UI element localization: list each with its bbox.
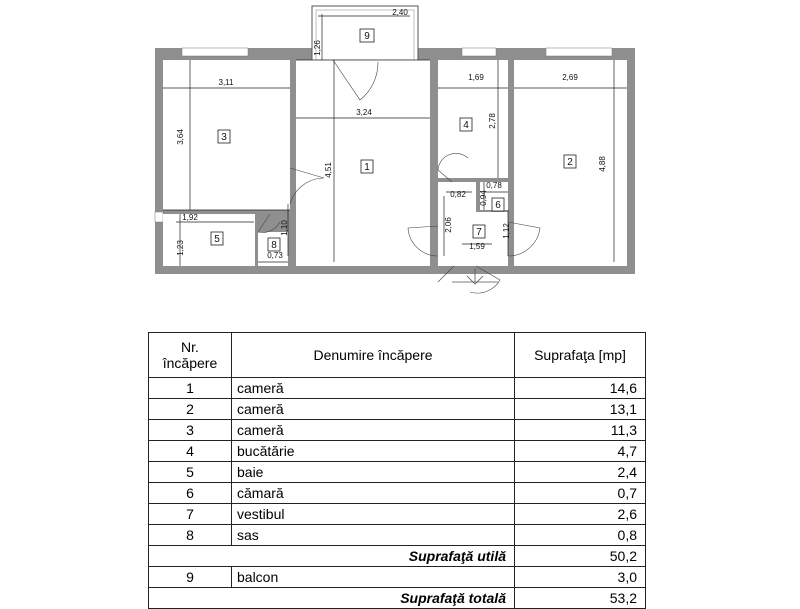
- room-label-2: 2: [567, 157, 573, 168]
- row-area: 2,4: [515, 462, 646, 483]
- row-nr: 7: [149, 504, 232, 525]
- row-nr: 8: [149, 525, 232, 546]
- dim-text: 0,82: [450, 190, 466, 199]
- dim-text: 0,94: [479, 190, 488, 206]
- table-row: [149, 525, 646, 546]
- dim-text: 0,73: [267, 251, 283, 260]
- room-label-9: 9: [364, 31, 370, 42]
- room-interiors: [163, 60, 627, 266]
- row-nr: 1: [149, 378, 232, 399]
- header-nr-line1: Nr.: [181, 339, 199, 355]
- total-area-label: Suprafaţă totală: [149, 588, 515, 609]
- dim-text: 2,06: [444, 217, 453, 233]
- room-label-8: 8: [271, 240, 277, 251]
- room-label-7: 7: [476, 227, 482, 238]
- total-area-value: 53,2: [515, 588, 646, 609]
- useful-area-row: [149, 546, 646, 567]
- dim-text: 3,64: [176, 129, 185, 145]
- room-label-3: 3: [221, 132, 227, 143]
- dim-text: 1,26: [313, 40, 322, 56]
- table-row: [149, 483, 646, 504]
- row-name: sas: [232, 525, 515, 546]
- table-row: [149, 441, 646, 462]
- header-nr-line2: încăpere: [162, 355, 218, 371]
- dim-text: 4,51: [324, 162, 333, 178]
- row-name: balcon: [232, 567, 515, 588]
- useful-area-value: 50,2: [515, 546, 646, 567]
- dim-text: 3,24: [356, 108, 372, 117]
- row-area: 14,6: [515, 378, 646, 399]
- total-area-row: [149, 588, 646, 609]
- table-header-row: [149, 333, 646, 378]
- header-name: Denumire încăpere: [232, 333, 515, 378]
- header-nr: [149, 333, 232, 378]
- dim-text: 3,11: [218, 78, 234, 87]
- row-nr: 6: [149, 483, 232, 504]
- dim-text: 2,78: [488, 113, 497, 129]
- dim-text: 0,78: [486, 181, 502, 190]
- row-name: cameră: [232, 420, 515, 441]
- dim-text: 4,88: [598, 156, 607, 172]
- dim-text: 1,69: [468, 73, 484, 82]
- room-label-6: 6: [495, 200, 501, 211]
- row-area: 4,7: [515, 441, 646, 462]
- row-name: baie: [232, 462, 515, 483]
- table-row: [149, 567, 646, 588]
- table-row: [149, 399, 646, 420]
- dim-text: 1,92: [182, 213, 198, 222]
- dim-text: 1,10: [280, 220, 289, 236]
- row-nr: 4: [149, 441, 232, 462]
- row-area: 0,7: [515, 483, 646, 504]
- dim-text: 2,69: [562, 73, 578, 82]
- row-area: 3,0: [515, 567, 646, 588]
- row-nr: 9: [149, 567, 232, 588]
- row-name: vestibul: [232, 504, 515, 525]
- room-label-4: 4: [463, 120, 469, 131]
- row-name: cameră: [232, 378, 515, 399]
- room-label-1: 1: [364, 162, 370, 173]
- useful-area-label: Suprafaţă utilă: [149, 546, 515, 567]
- room-label-5: 5: [214, 234, 220, 245]
- dim-text: 1,59: [469, 242, 485, 251]
- row-name: cameră: [232, 399, 515, 420]
- row-nr: 5: [149, 462, 232, 483]
- table-row: [149, 504, 646, 525]
- dim-text: 2,40: [392, 8, 408, 17]
- table-row: [149, 378, 646, 399]
- table-row: [149, 462, 646, 483]
- row-area: 11,3: [515, 420, 646, 441]
- row-nr: 3: [149, 420, 232, 441]
- row-name: bucătărie: [232, 441, 515, 462]
- row-area: 2,6: [515, 504, 646, 525]
- dim-text: 1,23: [176, 240, 185, 256]
- row-name: cămară: [232, 483, 515, 504]
- row-area: 13,1: [515, 399, 646, 420]
- header-area: Suprafaţa [mp]: [515, 333, 646, 378]
- rooms-table: [148, 332, 646, 609]
- table-row: [149, 420, 646, 441]
- row-area: 0,8: [515, 525, 646, 546]
- row-nr: 2: [149, 399, 232, 420]
- dim-text: 1,12: [502, 223, 511, 239]
